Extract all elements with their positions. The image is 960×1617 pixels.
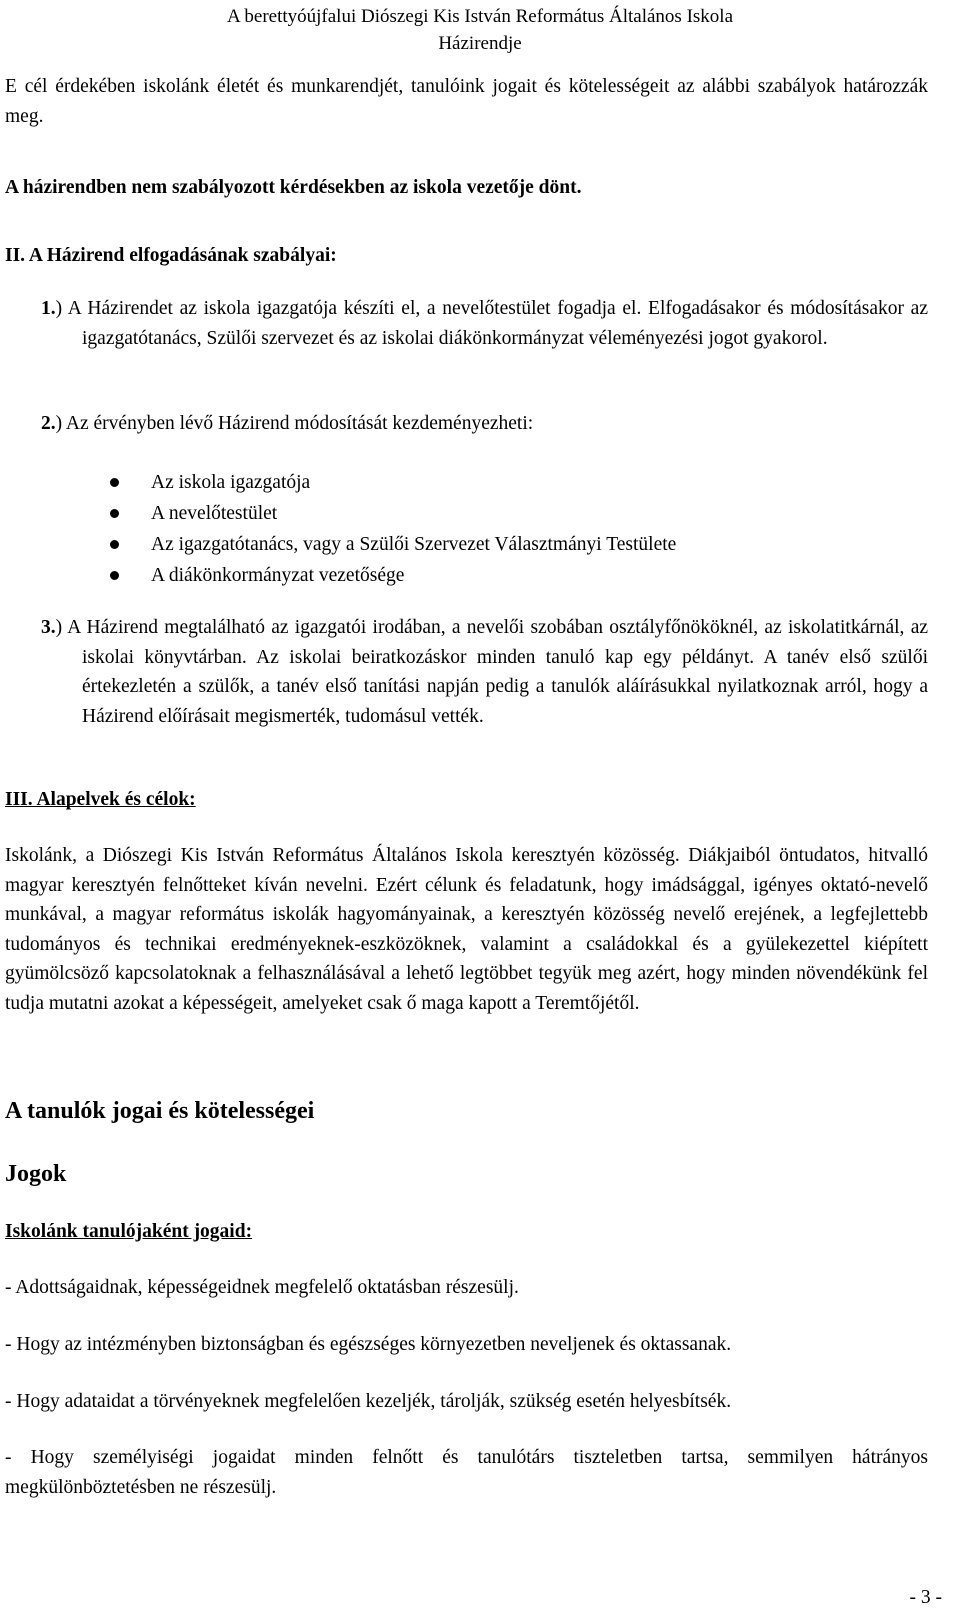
page-number: - 3 - bbox=[909, 1587, 942, 1608]
rights-item-4: - Hogy személyiségi jogaidat minden felnőtt és tanulótárs tiszteletben tartsa, semmilyen hátrányos megkülönböztetésben ne részesülj. bbox=[5, 1447, 928, 1498]
bullet-icon bbox=[110, 478, 119, 487]
list-item: Az igazgatótanács, vagy a Szülői Szervezet Választmányi Testülete bbox=[151, 529, 911, 560]
item-1-number: 1. bbox=[41, 298, 56, 319]
section-2-item-3 bbox=[41, 613, 928, 731]
rights-heading: A tanulók jogai és kötelességei bbox=[5, 1098, 315, 1124]
list-item: A nevelőtestület bbox=[151, 498, 911, 529]
rights-item-2: - Hogy az intézményben biztonságban és egészséges környezetben neveljenek és oktassanak. bbox=[5, 1334, 732, 1355]
section-3-title: III. Alapelvek és célok: bbox=[5, 789, 196, 810]
initiator-list bbox=[151, 467, 911, 591]
section-3-paragraph: Iskolánk, a Diószegi Kis István Református Általános Iskola keresztyén közösség. Diákjaiból öntudatos, hitvalló magyar keresztyén felnőtteket kíván nevelni. Ezért célunk és feladatunk, hogy imádsággal, igényes oktató-nevelő munkával, a magyar református iskolák hagyományainak, a keresztyén közösség nevelő erejének, a legfejlettebb tudományos és technikai eredményeknek-eszközöknek, valamint a családokkal és a gyülekezettel kiépített gyümölcsöző kapcsolatoknak a felhasználásával a lehető legtöbbet tegyük meg azért, hogy minden növendékünk fel tudja mutatni azokat a képességeit, amelyeket csak ő maga kapott a Teremtőjétől. bbox=[5, 845, 928, 1014]
section-2-item-2 bbox=[41, 409, 928, 439]
intro-paragraph: E cél érdekében iskolánk életét és munkarendjét, tanulóink jogait és kötelességeit az alábbi szabályok határozzák meg. bbox=[5, 76, 928, 127]
bullet-icon bbox=[110, 509, 119, 518]
bullet-icon bbox=[110, 571, 119, 580]
list-item: A diákönkormányzat vezetősége bbox=[151, 560, 911, 591]
list-item: Az iskola igazgatója bbox=[151, 467, 911, 498]
intro-statement: A házirendben nem szabályozott kérdésekben az iskola vezetője dönt. bbox=[5, 177, 582, 198]
section-2-item-1 bbox=[41, 294, 928, 353]
item-3-number: 3. bbox=[41, 617, 56, 638]
page-header bbox=[0, 3, 960, 57]
item-3-text: ) A Házirend megtalálható az igazgatói irodában, a nevelői szobában osztályfőnököknél, az iskolatitkárnál, az iskolai könyvtárban. Az iskolai beiratkozáskor minden tanuló kap egy példányt. A tanév első szülői értekezletén a szülők, a tanév első tanítási napján pedig a tanulók aláírásukkal nyilatkoznak arról, hogy a Házirend előírásait megismerték, tudomásul vették. bbox=[55, 617, 928, 727]
item-2-number: 2. bbox=[41, 413, 56, 434]
header-school-name: A berettyóújfalui Diószegi Kis István Református Általános Iskola bbox=[226, 6, 734, 27]
item-2-text: ) Az érvényben lévő Házirend módosítását kezdeményezheti: bbox=[55, 413, 534, 434]
rights-item-1: - Adottságaidnak, képességeidnek megfelelő oktatásban részesülj. bbox=[5, 1277, 519, 1298]
section-2-title: II. A Házirend elfogadásának szabályai: bbox=[5, 245, 337, 266]
item-1-text: ) A Házirendet az iskola igazgatója készíti el, a nevelőtestület fogadja el. Elfogadásakor és módosításakor az igazgatótanács, Szülői szervezet és az iskolai diákönkormányzat véleményezési jogot gyakorol. bbox=[55, 298, 928, 349]
rights-item-3: - Hogy adataidat a törvényeknek megfelelően kezeljék, tárolják, szükség esetén helyesbítsék. bbox=[5, 1391, 732, 1412]
bullet-icon bbox=[110, 540, 119, 549]
rights-subheading: Jogok bbox=[5, 1161, 67, 1187]
header-doc-title: Házirendje bbox=[438, 33, 522, 54]
rights-list-title: Iskolánk tanulójaként jogaid: bbox=[5, 1221, 253, 1242]
